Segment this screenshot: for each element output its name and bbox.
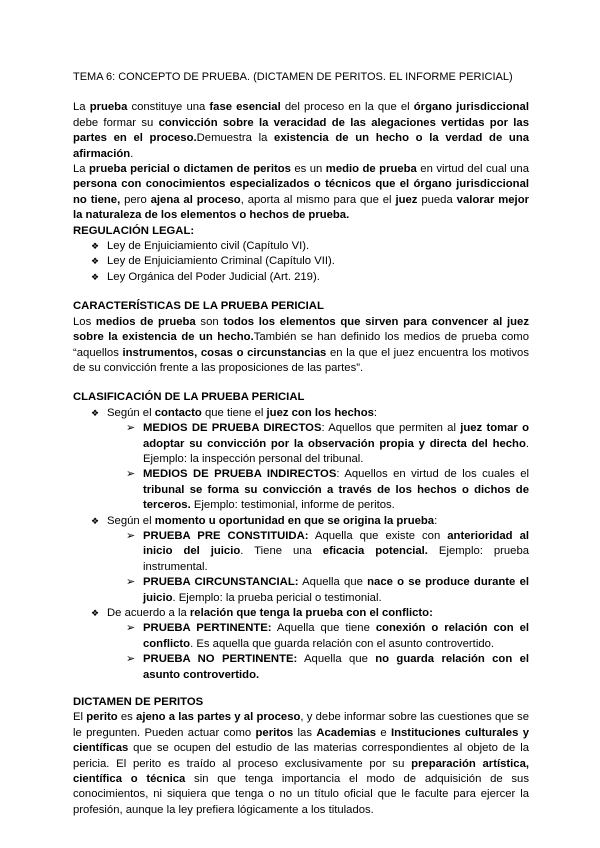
bold-text: todos los elementos que sirven para convencer al juez sobre la existencia de un hecho.	[73, 315, 529, 344]
heading-regulacion-legal: REGULACIÓN LEGAL:	[73, 224, 195, 237]
arrow-bullet-icon: ➢	[126, 422, 136, 435]
bold-text: instrumentos, cosas o circunstancias	[122, 346, 327, 359]
heading-clasificacion: CLASIFICACIÓN DE LA PRUEBA PERICIAL	[73, 391, 305, 404]
bold-text: PRUEBA PERTINENTE:	[143, 622, 272, 635]
bold-text: eficacia potencial.	[322, 545, 428, 558]
list-item: ❖ Ley Orgánica del Poder Judicial (Art. 219).	[73, 270, 529, 285]
paragraph-dictamen: El perito es ajeno a las partes y al proceso, y debe informar sobre las cuestiones que se le pregunten. Pueden actuar como peritos las Academias e Instituciones culturales y científicas que se ocupen del estudio de las materias correspondientes al objeto de la pericia. El perito es traído al proceso exclusivamente por su preparación artística, científica o técnica sin que tenga importancia el modo de adquisición de sus conocimientos, ni siquiera que tenga o no un título oficial que le faculte para ejercer la profesión, aunque la ley prefiera lógicamente a los titulados.	[73, 711, 530, 816]
list-item: ➢ PRUEBA PERTINENTE: Aquella que tiene conexión o relación con el conflicto. Es aquella que guarda relación con el asunto controvertido.	[126, 622, 529, 650]
bold-text: juez	[395, 193, 418, 206]
bold-text: tribunal se forma su convicción a través de los hechos o dichos de terceros.	[143, 483, 529, 512]
bold-text: prueba	[89, 101, 128, 114]
diamond-bullet-icon: ❖	[91, 241, 100, 252]
list-item: ➢ MEDIOS DE PRUEBA DIRECTOS: Aquellos que permiten al juez tomar o adoptar su convicción por la observación propia y directa del hecho. Ejemplo: la inspección personal del tribunal.	[126, 422, 529, 465]
arrow-bullet-icon: ➢	[126, 468, 136, 481]
bold-text: MEDIOS DE PRUEBA DIRECTOS	[143, 422, 322, 435]
list-item: ➢ MEDIOS DE PRUEBA INDIRECTOS: Aquellos en virtud de los cuales el tribunal se forma su convicción a través de los hechos o dichos de terceros. Ejemplo: testimonial, informe de peritos.	[126, 468, 530, 512]
arrow-bullet-icon: ➢	[126, 576, 136, 589]
list-item: ❖ Ley de Enjuiciamiento civil (Capítulo VI).	[73, 239, 529, 254]
document-page	[73, 70, 529, 818]
clasificacion-list	[73, 406, 529, 683]
bold-text: ajeno a las partes y al proceso	[136, 711, 301, 724]
bold-text: nace o se produce durante el juicio	[143, 576, 530, 604]
bold-text: momento u oportunidad en que se origina la prueba	[154, 514, 435, 527]
bold-text: MEDIOS DE PRUEBA INDIRECTOS	[143, 468, 337, 481]
arrow-bullet-icon: ➢	[126, 529, 136, 542]
paragraph-prueba-pericial: La prueba pericial o dictamen de peritos es un medio de prueba en virtud del cual una persona con conocimientos especializados o técnicos que el órgano jurisdiccional no tiene, pero ajena al proceso, aporta al mismo para que el juez pueda valorar mejor la naturaleza de los elementos o hechos de prueba.	[73, 163, 529, 222]
heading-dictamen: DICTAMEN DE PERITOS	[73, 696, 204, 709]
list-item: ➢ PRUEBA NO PERTINENTE: Aquella que no guarda relación con el asunto controvertido.	[126, 653, 529, 681]
regulacion-list	[73, 239, 529, 285]
paragraph-prueba-definicion: La prueba constituye una fase esencial del proceso en la que el órgano jurisdiccional debe formar su convicción sobre la veracidad de las alegaciones vertidas por las partes en el proceso.Demuestra la existencia de un hecho o la verdad de una afirmación.	[73, 101, 529, 160]
bold-text: existencia de un hecho o la verdad de una afirmación	[73, 132, 529, 160]
paragraph-caracteristicas: Los medios de prueba son todos los elementos que sirven para convencer al juez sobre la existencia de un hecho.También se han definido los medios de prueba como “aquellos instrumentos, cosas o circunstancias en la que el juez encuentra los motivos de su convicción frente a las proposiciones de las partes”.	[73, 315, 529, 374]
bold-text: no guarda relación con el asunto controvertido.	[143, 653, 529, 681]
bold-text: órgano jurisdiccional	[413, 101, 529, 114]
clasificacion-group: ❖ Según el contacto que tiene el juez con los hechos:	[73, 406, 529, 421]
bold-text: contacto	[154, 406, 202, 419]
bold-text: valorar mejor la naturaleza de los elementos o hechos de prueba.	[73, 193, 529, 222]
bold-text: juez tomar o adoptar su convicción por la observación propia y directa del hecho	[143, 422, 529, 450]
page-title: TEMA 6: CONCEPTO DE PRUEBA. (DICTAMEN DE PERITOS. EL INFORME PERICIAL)	[73, 71, 513, 83]
clasificacion-group: ❖ Según el momento u oportunidad en que se origina la prueba:	[73, 514, 529, 529]
bold-text: anterioridad al inicio del juicio	[143, 529, 529, 558]
bold-text: perito	[86, 711, 118, 724]
bold-text: preparación artística, científica o técnica	[73, 757, 529, 786]
diamond-bullet-icon: ❖	[91, 271, 100, 282]
bold-text: relación que tenga la prueba con el conflicto:	[189, 607, 433, 619]
bold-text: fase esencial	[209, 101, 281, 114]
bold-text: conexión o relación con el conflicto	[143, 622, 529, 650]
diamond-bullet-icon: ❖	[91, 256, 100, 267]
bold-text: convicción sobre la veracidad de las alegaciones vertidas por las partes en el proceso.	[73, 116, 529, 145]
bold-text: Instituciones culturales y científicas	[73, 726, 530, 755]
list-item: ❖ Ley de Enjuiciamiento Criminal (Capítulo VII).	[73, 254, 529, 269]
bold-text: juez con los hechos	[266, 406, 374, 419]
diamond-bullet-icon: ❖	[91, 515, 100, 526]
bold-text: PRUEBA NO PERTINENTE:	[143, 653, 298, 666]
bold-text: peritos	[255, 726, 294, 739]
arrow-bullet-icon: ➢	[126, 622, 136, 635]
bold-text: PRUEBA CIRCUNSTANCIAL:	[143, 576, 299, 589]
bold-text: Academias	[316, 726, 376, 739]
bold-text: medios de prueba	[95, 315, 196, 328]
bold-text: ajena al proceso	[150, 193, 241, 206]
list-item: ➢ PRUEBA PRE CONSTITUIDA: Aquella que existe con anterioridad al inicio del juicio. Tiene una eficacia potencial. Ejemplo: prueba instrumental.	[126, 529, 530, 573]
bold-text: prueba pericial o dictamen de peritos	[89, 163, 291, 176]
heading-caracteristicas: CARACTERÍSTICAS DE LA PRUEBA PERICIAL	[73, 300, 324, 313]
list-item: ➢ PRUEBA CIRCUNSTANCIAL: Aquella que nace o se produce durante el juicio. Ejemplo: la prueba pericial o testimonial.	[126, 576, 530, 604]
bold-text: persona con conocimientos especializados o técnicos que el órgano jurisdiccional no tiene,	[73, 178, 529, 206]
diamond-bullet-icon: ❖	[91, 407, 100, 418]
arrow-bullet-icon: ➢	[126, 653, 136, 666]
bold-text: PRUEBA PRE CONSTITUIDA:	[143, 529, 309, 542]
diamond-bullet-icon: ❖	[91, 608, 100, 618]
bold-text: medio de prueba	[325, 163, 417, 176]
clasificacion-group: ❖ De acuerdo a la relación que tenga la prueba con el conflicto:	[73, 606, 529, 621]
